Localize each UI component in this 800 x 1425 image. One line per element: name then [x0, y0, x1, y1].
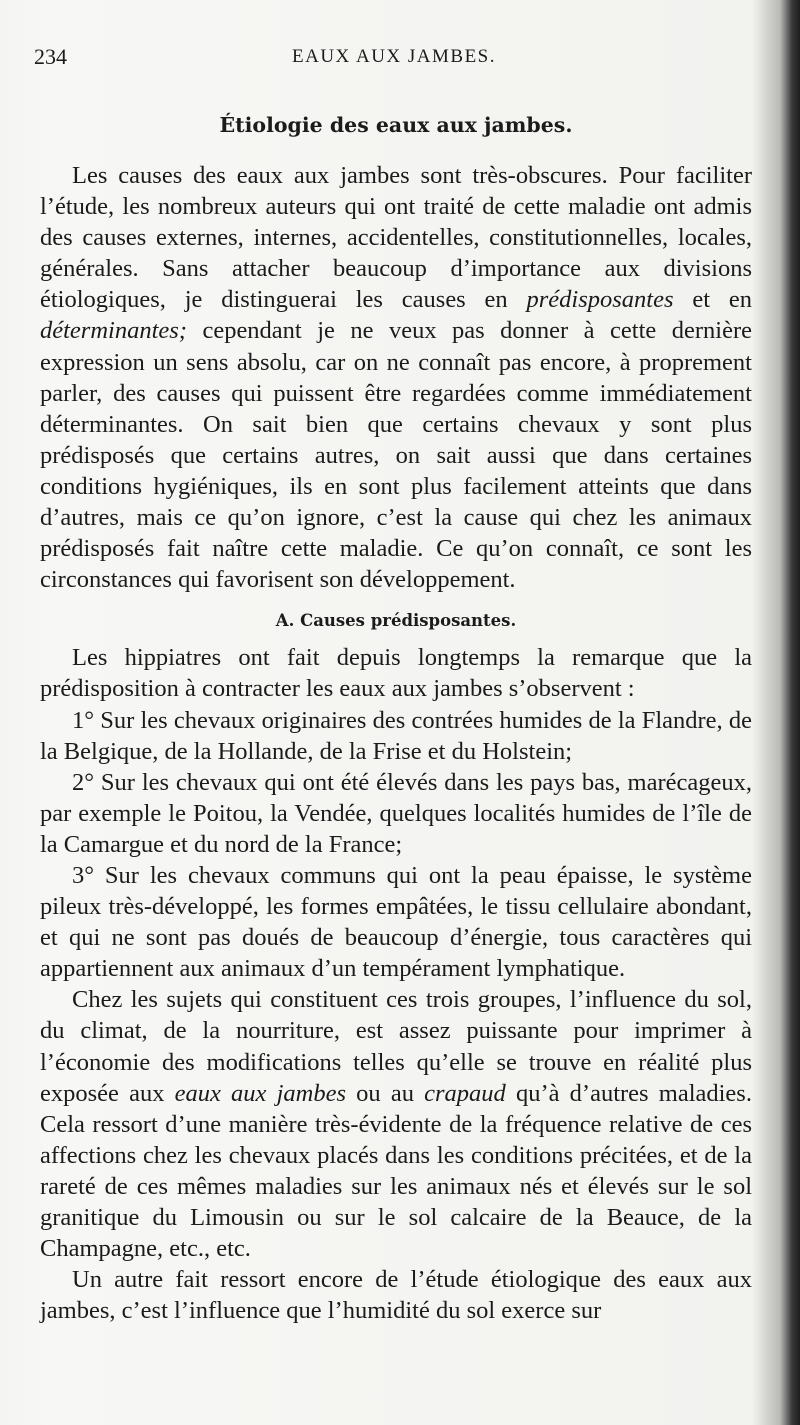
paragraph-intro: [40, 160, 752, 595]
list-item-2: 2° Sur les chevaux qui ont été élevés dans les pays bas, marécageux, par exemple le Poitou, la Vendée, quelques localités humides de l’île de la Camargue et du nord de la France;: [40, 768, 752, 858]
text-span: ou au: [346, 1079, 425, 1107]
subsection-title: A. Causes prédisposantes.: [275, 611, 517, 631]
page-header: [34, 44, 754, 76]
body-text: [40, 108, 752, 1326]
list-item-3: 3° Sur les chevaux communs qui ont la peau épaisse, le système pileux très-développé, les formes empâtées, le tissu cellulaire abondant, et qui ne sont pas doués de beaucoup d’énergie, tous caractères qui appartiennent aux animaux d’un tempérament lymphatique.: [40, 861, 752, 983]
paragraph-groups: [40, 984, 752, 1264]
text-span: Les causes des eaux aux jambes sont très-obscures. Pour faciliter l’étude, les nombreux auteurs qui ont traité de cette maladie ont admis des causes externes, internes, accidentelles, constitutionnelles, locales, générales. Sans attacher beaucoup d’importance aux divisions étiologiques, je distinguerai les causes en: [40, 162, 752, 314]
paragraph-last: Un autre fait ressort encore de l’étude étiologique des eaux aux jambes, c’est l’influence que l’humidité du sol exerce sur: [40, 1266, 752, 1325]
page-number: 234: [34, 44, 67, 69]
italic-term: eaux aux jambes: [174, 1079, 346, 1107]
text-span: qu’à d’autres maladies. Cela ressort d’une manière très-évidente de la fréquence relative de ces affections chez les chevaux placés dans les conditions précitées, et de la rareté de ces mêmes maladies sur les animaux nés et élevés sur le sol granitique du Limousin ou sur le sol calcaire de la Beauce, de la Champagne, etc., etc.: [40, 1079, 752, 1263]
text-span: Chez les sujets qui constituent ces trois groupes, l’influence du sol, du climat, de la nourriture, est assez puissante pour imprimer à l’économie des modifications telles qu’elle se trouve en réalité plus exposée aux: [40, 986, 752, 1107]
list-item-1: 1° Sur les chevaux originaires des contrées humides de la Flandre, de la Belgique, de la Hollande, de la Frise et du Holstein;: [40, 706, 752, 765]
italic-term: crapaud: [424, 1079, 506, 1107]
paragraph-remark: Les hippiatres ont fait depuis longtemps la remarque que la prédisposition à contracter les eaux aux jambes s’observent :: [40, 644, 752, 703]
italic-term: déterminantes;: [40, 317, 187, 345]
text-span: et en: [673, 286, 752, 314]
italic-term: prédisposantes: [526, 286, 674, 314]
running-title: EAUX AUX JAMBES.: [292, 46, 496, 67]
section-title: Étiologie des eaux aux jambes.: [219, 113, 573, 137]
text-span: cependant je ne veux pas donner à cette dernière expression un sens absolu, car on ne connaît pas encore, à proprement parler, des causes qui puissent être regardées comme immédiatement déterminantes. On sait bien que certains chevaux y sont plus prédisposés que certains autres, on sait aussi que dans certaines conditions hygiéniques, ils en sont plus facilement atteints que dans d’autres, mais ce qu’on ignore, c’est la cause qui chez les animaux prédisposés fait naître cette maladie. Ce qu’on connaît, ce sont les circonstances qui favorisent son développement.: [40, 317, 752, 594]
